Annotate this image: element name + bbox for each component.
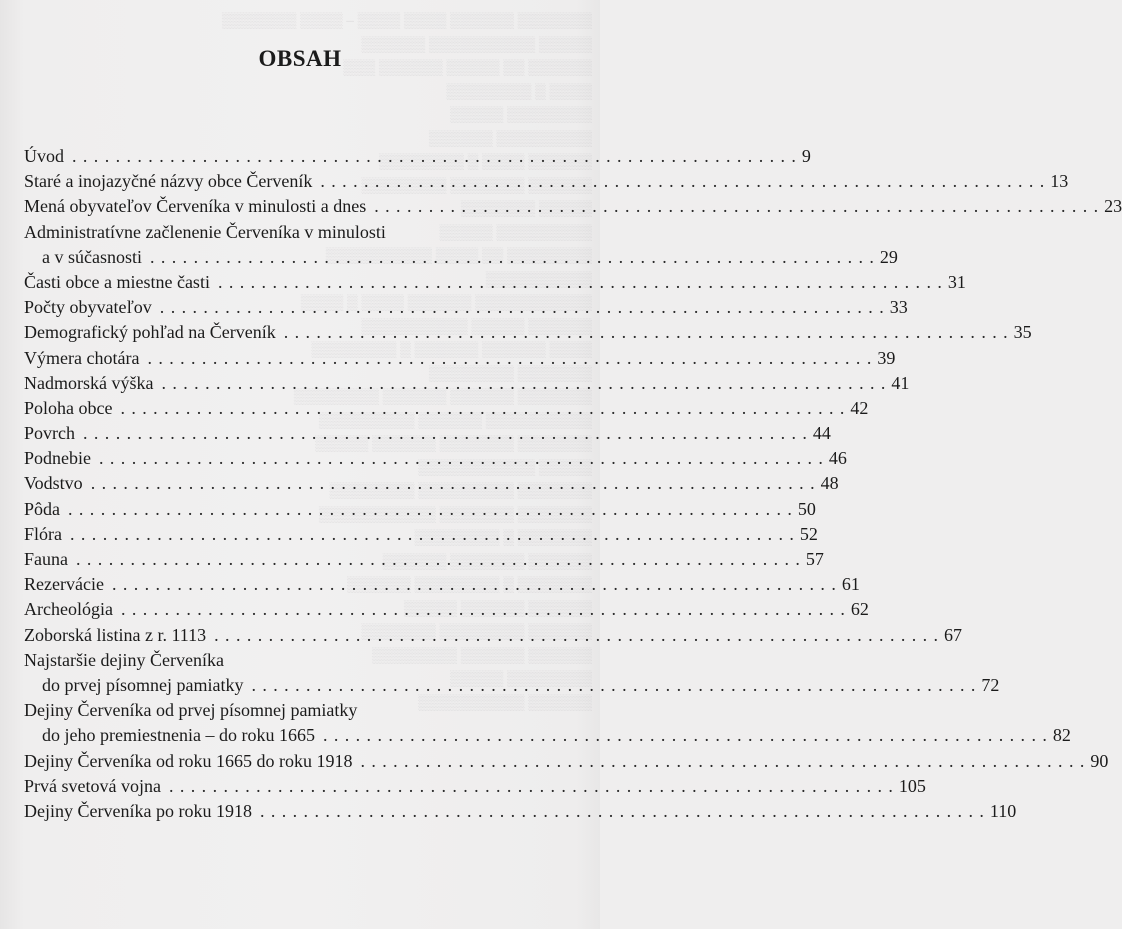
toc-entry — [24, 522, 818, 547]
dot-leader — [206, 623, 938, 648]
toc-entry-line — [24, 749, 1109, 774]
toc-entry-title: Administratívne začlenenie Červeníka v minulosti — [24, 221, 386, 242]
toc-entry-title: Zoborská listina z r. 1113 — [24, 624, 207, 645]
toc-entry-title: Demografický pohľad na Červeník — [24, 322, 276, 343]
toc-entry — [24, 698, 1071, 748]
toc-page-number: 72 — [981, 674, 1000, 695]
toc-entry-line — [24, 320, 1032, 345]
toc-entry — [24, 446, 847, 471]
toc-entry — [24, 421, 831, 446]
toc-entry — [24, 220, 898, 270]
toc-entry — [24, 144, 811, 169]
toc-entry-line — [24, 371, 910, 396]
toc-entry-title: Časti obce a miestne časti — [24, 271, 210, 292]
show-through-text: ▒▒▒▒▒▒▒ ▒▒▒▒▒▒ ▒▒▒▒ ▒▒▒▒ – ▒▒▒▒ ▒▒▒▒▒▒▒ ▒▒▒▒▒ ▒▒▒▒▒▒▒▒▒▒ ▒▒▒▒▒▒ ▒▒▒▒▒▒ ▒▒ ▒▒▒▒▒ ▒▒▒▒▒▒ ▒▒▒ ▒▒▒▒ ▒ ▒▒▒▒▒▒▒▒ ▒▒▒▒▒▒▒▒ ▒▒▒▒▒ ▒▒▒▒▒▒▒▒▒ ▒▒▒▒▒▒ ▒▒▒▒▒▒ ▒▒▒▒ ▒ ▒▒▒▒▒▒▒▒ ▒▒▒▒▒▒ ▒▒▒▒▒▒▒ ▒▒▒▒▒▒▒▒ ▒▒▒▒▒ ▒▒▒▒▒▒▒ ▒▒▒▒▒▒▒▒▒ ▒▒▒▒▒ ▒▒▒▒▒▒▒▒ ▒▒ ▒▒▒▒ ▒▒▒▒▒▒▒▒▒▒ ▒▒▒▒▒▒▒▒▒▒ ▒▒▒▒▒▒▒▒▒▒▒ ▒▒▒▒▒▒ ▒▒▒▒ ▒ ▒▒▒▒ ▒▒▒▒▒▒ ▒▒▒▒▒ ▒▒▒▒▒▒▒▒▒▒ ▒▒▒▒ ▒▒▒▒▒▒ ▒▒▒▒▒▒ ▒ ▒▒▒▒▒▒▒▒ ▒▒▒▒▒▒▒ ▒▒▒▒▒▒▒▒ ▒▒▒▒▒▒▒ ▒▒▒▒▒▒ ▒▒▒▒▒▒ ▒▒▒▒▒▒▒▒ ▒▒▒▒▒▒▒▒▒▒ ▒▒▒▒▒▒ ▒▒▒▒▒▒▒▒▒ ▒▒▒▒▒▒▒ ▒▒▒▒▒▒▒ ▒▒▒▒▒▒ ▒▒▒▒▒ ▒▒▒▒▒ ▒▒▒▒▒▒▒▒▒▒▒ ▒▒▒▒▒▒▒ ▒▒▒▒▒▒▒▒▒ ▒▒▒▒▒▒▒▒ ▒▒▒▒▒▒▒ ▒▒▒▒▒▒▒ ▒▒▒▒▒▒▒▒▒▒▒ ▒▒▒▒▒▒▒ ▒ ▒▒▒▒▒▒▒▒ ▒▒▒▒▒▒ ▒▒▒▒▒▒▒ ▒▒▒▒▒▒ ▒▒▒▒▒▒▒ ▒ ▒▒▒▒▒▒▒▒ ▒▒▒▒▒▒ ▒▒▒▒▒▒ ▒▒▒▒▒▒ ▒▒▒▒▒ ▒▒▒▒▒▒ ▒▒▒▒▒▒▒▒ ▒▒▒▒▒▒▒ ▒▒▒▒▒▒ ▒▒▒▒▒▒ ▒▒▒▒▒▒▒▒ ▒▒▒▒▒▒▒▒ ▒▒▒▒▒ ▒▒▒▒▒▒ ▒▒▒▒▒▒▒▒▒▒ — [221, 13, 592, 711]
toc-entry-line — [24, 295, 908, 320]
toc-entry-title: Poloha obce — [24, 397, 113, 418]
toc-page-number: 44 — [812, 423, 831, 444]
toc-entry — [24, 194, 1122, 219]
dot-leader — [60, 497, 792, 522]
toc-entry-line — [24, 421, 831, 446]
toc-page-number: 62 — [850, 599, 869, 620]
toc-entry-title: Podnebie — [24, 448, 91, 469]
toc-entry — [24, 295, 908, 320]
toc-entry — [24, 648, 1000, 698]
toc-entry-line — [24, 346, 896, 371]
toc-page-number: 61 — [841, 574, 860, 595]
toc-entry-title: Dejiny Červeníka po roku 1918 — [24, 800, 252, 821]
toc-entry-line — [24, 497, 816, 522]
toc-entry-title: Výmera chotára — [24, 347, 140, 368]
toc-entry-title: do prvej písomnej pamiatky — [42, 674, 244, 695]
toc-entry-title: Archeológia — [24, 599, 113, 620]
dot-leader — [315, 723, 1047, 748]
toc-entry-line — [24, 572, 860, 597]
toc-entry-line — [24, 774, 926, 799]
toc-page-number: 31 — [947, 271, 966, 292]
toc-entry — [24, 371, 910, 396]
toc-entry-line — [24, 194, 1122, 219]
dot-leader — [210, 270, 942, 295]
toc-entry-line — [24, 144, 811, 169]
toc-page-number: 110 — [989, 800, 1017, 821]
toc-entry-title: Dejiny Červeníka od roku 1665 do roku 1918 — [24, 750, 353, 771]
dot-leader — [252, 799, 984, 824]
toc-entry-title: Úvod — [24, 146, 64, 166]
page-title: OBSAH — [258, 46, 342, 71]
toc-entry — [24, 169, 1069, 194]
dot-leader — [366, 194, 1098, 219]
toc-entry-line — [24, 522, 818, 547]
dot-leader — [113, 597, 845, 622]
toc-entry-title: Staré a inojazyčné názvy obce Červeník — [24, 171, 313, 192]
toc-entry — [24, 320, 1032, 345]
toc-entry-line — [24, 623, 963, 648]
toc-entry-continuation — [24, 673, 1000, 698]
toc-entry — [24, 471, 839, 496]
toc-entry-title: Rezervácie — [24, 574, 104, 595]
toc-entry — [24, 597, 869, 622]
dot-leader — [62, 522, 794, 547]
toc-entry-title: Fauna — [24, 549, 68, 569]
toc-entry-continuation — [24, 245, 898, 270]
toc-entry-title: Flóra — [24, 523, 62, 544]
toc-entry — [24, 270, 966, 295]
table-of-contents — [24, 144, 1122, 824]
toc-entry-line — [24, 648, 498, 673]
dot-leader — [139, 346, 871, 371]
toc-page-number: 39 — [877, 347, 896, 368]
dot-leader — [83, 471, 815, 496]
toc-page-number: 67 — [944, 624, 963, 645]
toc-entry-line — [24, 270, 966, 295]
toc-page-number: 35 — [1013, 322, 1032, 343]
toc-page-number: 82 — [1052, 725, 1071, 746]
toc-page-number: 57 — [805, 549, 824, 569]
toc-page-number: 46 — [828, 448, 847, 469]
dot-leader — [142, 245, 874, 270]
toc-entry-title: Dejiny Červeníka od prvej písomnej pamiatky — [24, 700, 358, 721]
toc-entry — [24, 623, 963, 648]
toc-entry — [24, 396, 869, 421]
toc-page-number: 52 — [799, 523, 818, 544]
dot-leader — [64, 144, 796, 169]
toc-entry-title: Počty obyvateľov — [24, 297, 152, 318]
toc-entry-line — [24, 220, 498, 245]
toc-entry-line — [24, 471, 839, 496]
toc-page-number: 48 — [820, 473, 839, 494]
toc-entry-line — [24, 169, 1069, 194]
dot-leader — [243, 673, 975, 698]
toc-entry-line — [24, 446, 847, 471]
dot-leader — [91, 446, 823, 471]
toc-entry-title: do jeho premiestnenia – do roku 1665 — [42, 725, 315, 746]
toc-entry-title: a v súčasnosti — [42, 246, 142, 267]
dot-leader — [152, 295, 884, 320]
toc-entry-line — [24, 396, 869, 421]
toc-page-number: 50 — [797, 498, 816, 519]
toc-entry-title: Nadmorská výška — [24, 372, 154, 393]
toc-entry — [24, 572, 860, 597]
toc-entry-title: Prvá svetová vojna — [24, 775, 161, 796]
toc-page-number: 33 — [889, 297, 908, 318]
toc-page-number: 13 — [1050, 171, 1069, 192]
toc-entry-line — [24, 698, 498, 723]
dot-leader — [161, 774, 893, 799]
toc-entry — [24, 749, 1109, 774]
dot-leader — [75, 421, 807, 446]
toc-page-number: 41 — [891, 372, 910, 393]
toc-page-number: 42 — [850, 397, 869, 418]
dot-leader — [68, 547, 800, 572]
toc-entry-line — [24, 597, 869, 622]
dot-leader — [276, 320, 1008, 345]
toc-page-number: 9 — [801, 146, 811, 166]
toc-entry-title: Najstaršie dejiny Červeníka — [24, 649, 224, 670]
toc-entry-line — [24, 547, 824, 572]
toc-entry — [24, 799, 1017, 824]
toc-page-number: 29 — [879, 246, 898, 267]
toc-entry-title: Vodstvo — [24, 473, 83, 494]
dot-leader — [352, 749, 1084, 774]
dot-leader — [112, 396, 844, 421]
toc-entry-title: Mená obyvateľov Červeníka v minulosti a dnes — [24, 196, 367, 217]
dot-leader — [312, 169, 1044, 194]
dot-leader — [153, 371, 885, 396]
toc-page-number: 90 — [1090, 750, 1109, 771]
toc-entry-line — [24, 799, 1017, 824]
toc-entry-continuation — [24, 723, 1071, 748]
toc-page-number: 105 — [898, 775, 926, 796]
toc-entry — [24, 547, 824, 572]
toc-page-number: 23 — [1104, 196, 1122, 217]
toc-entry-title: Povrch — [24, 423, 75, 444]
toc-entry — [24, 497, 816, 522]
toc-entry-title: Pôda — [24, 498, 60, 519]
toc-entry — [24, 346, 896, 371]
dot-leader — [104, 572, 836, 597]
toc-entry — [24, 774, 926, 799]
